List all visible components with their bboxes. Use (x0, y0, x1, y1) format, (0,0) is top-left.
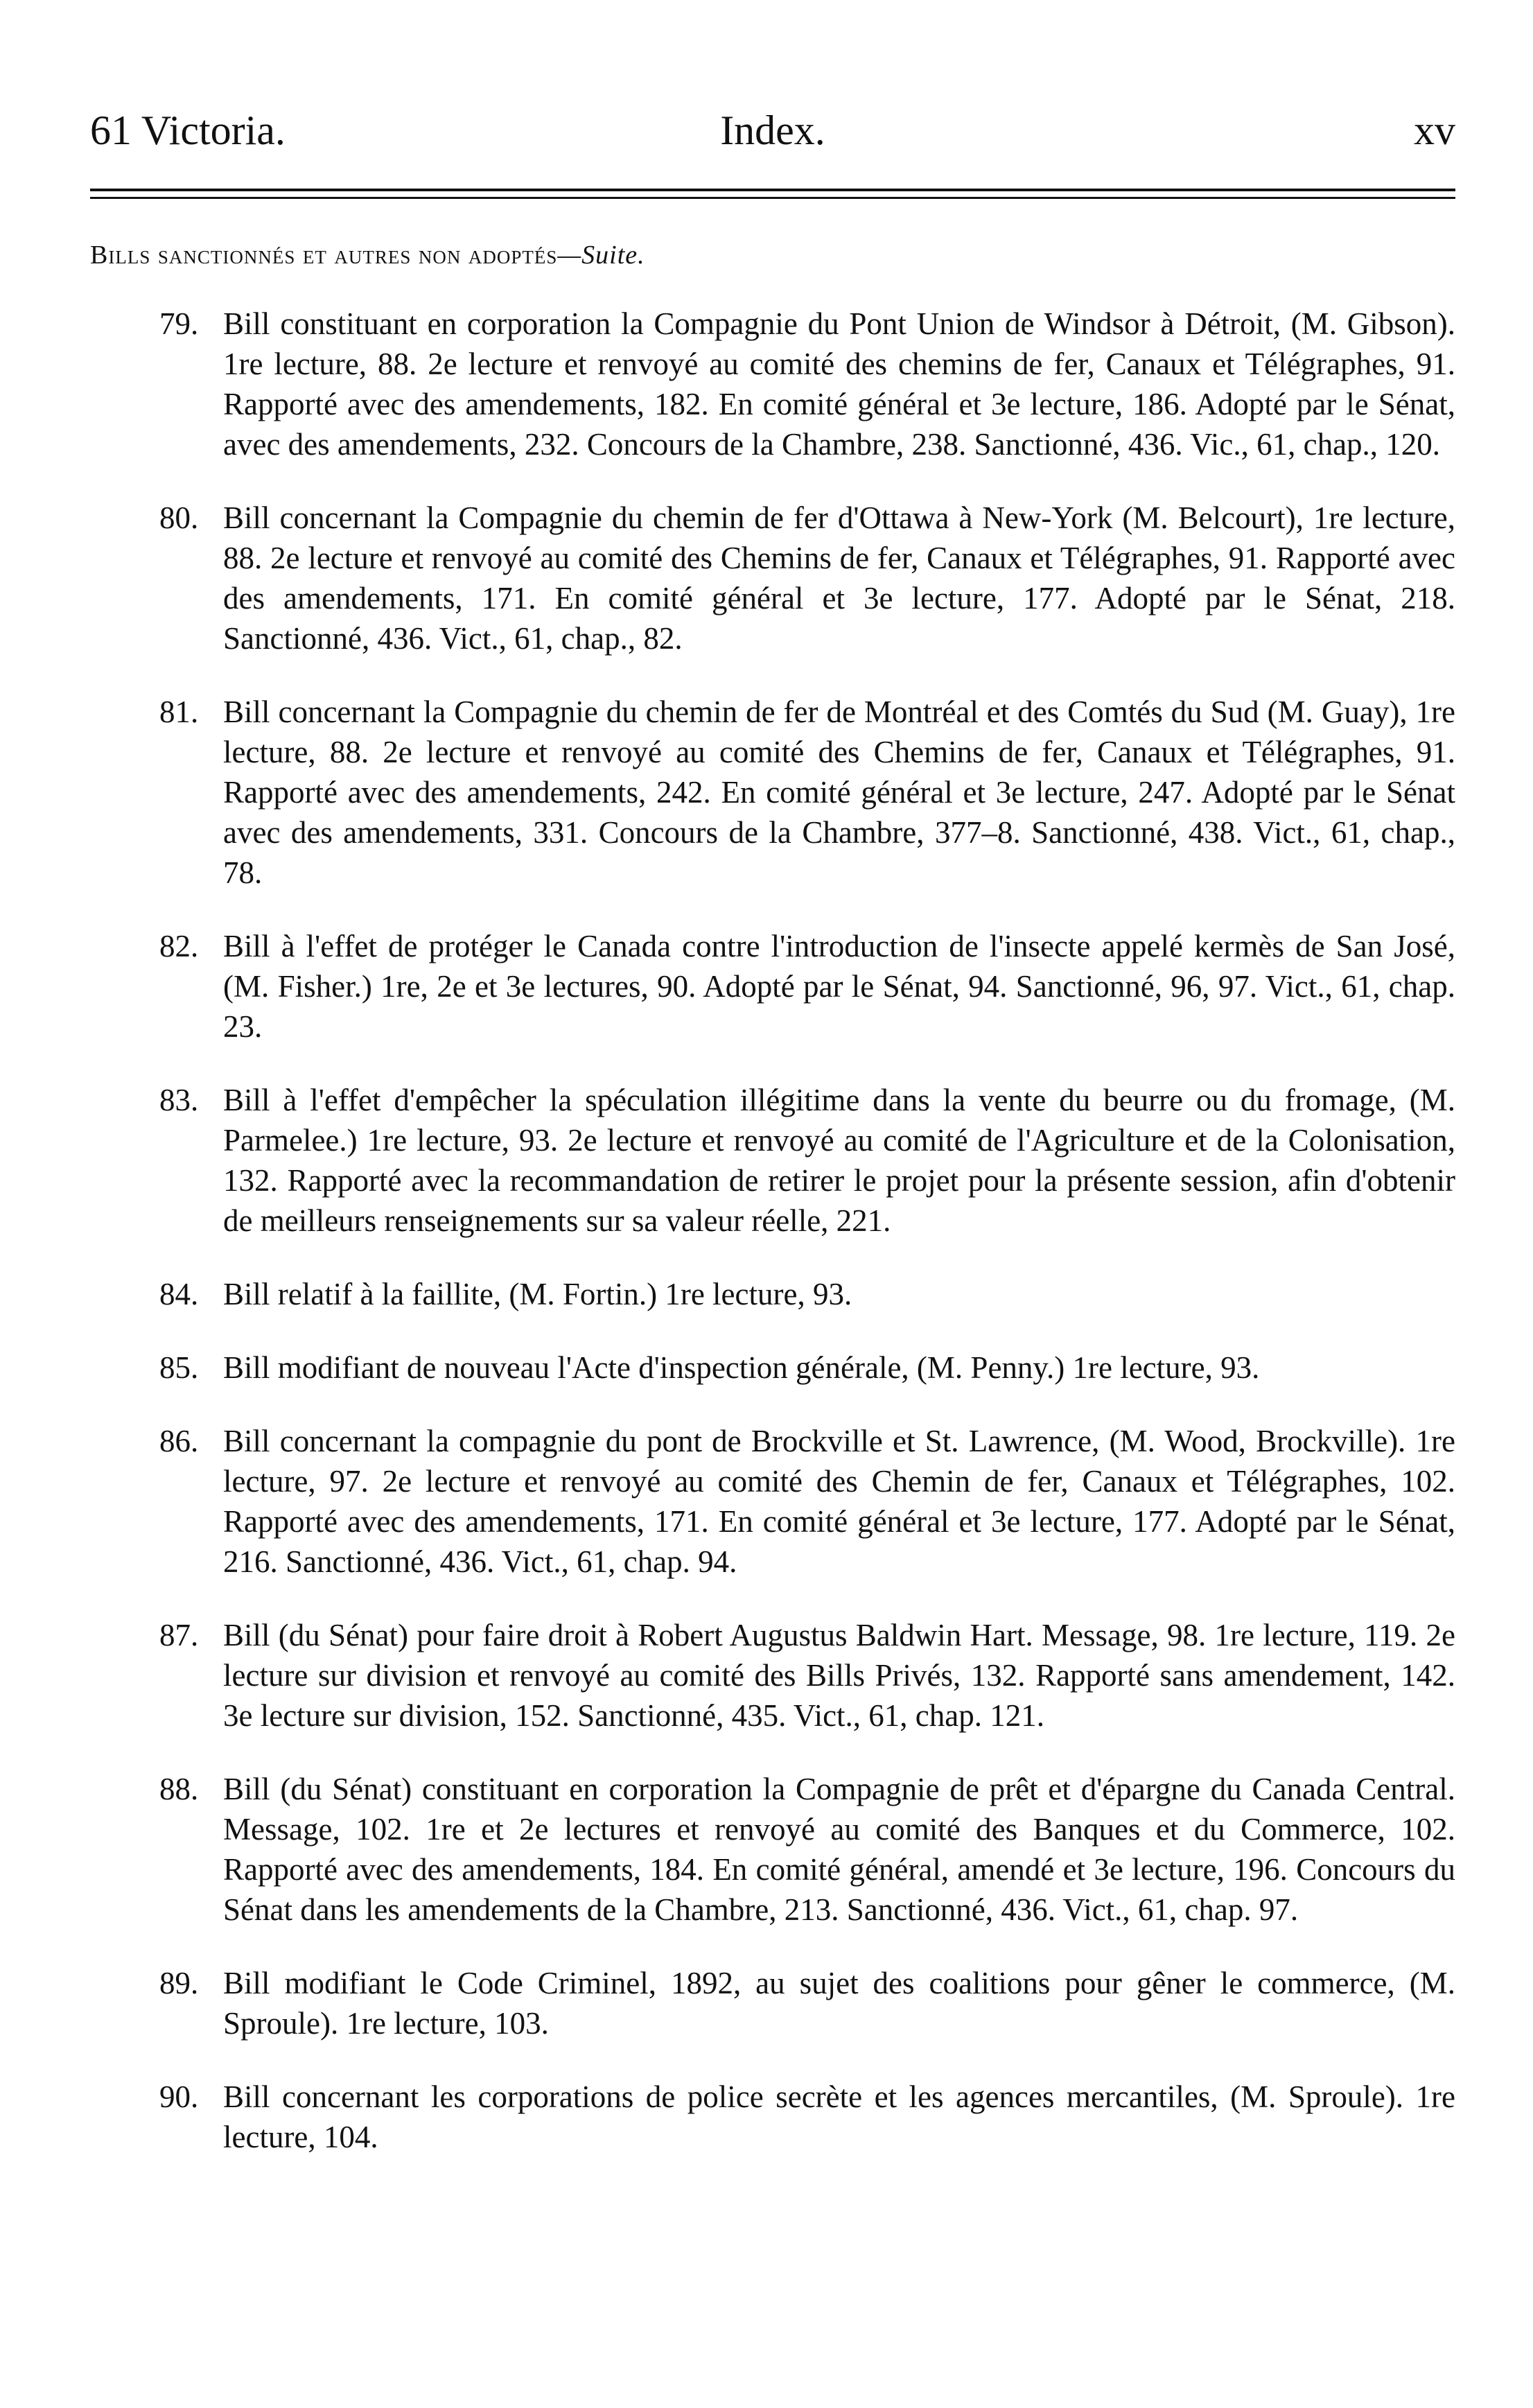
bill-entry (90, 1080, 1455, 1241)
header-rule-bottom (90, 197, 1455, 199)
bill-text: Bill concernant la Compagnie du chemin de fer d'Ottawa à New-York (M. Belcourt), 1re lecture, 88. 2e lecture et renvoyé au comité des Chemins de fer, Canaux et Télégraphes, 91. Rapporté avec des amendements, 171. En comité général et 3e lecture, 177. Adopté par le Sénat, 218. Sanctionné, 436. Vict., 61, chap., 82. (223, 500, 1455, 656)
bill-text: Bill modifiant le Code Criminel, 1892, au sujet des coalitions pour gêner le commerce, (M. Sproule). 1re lecture, 103. (223, 1966, 1455, 2041)
bill-text: Bill (du Sénat) pour faire droit à Robert Augustus Baldwin Hart. Message, 98. 1re lecture, 119. 2e lecture sur division et renvoyé au comité des Bills Privés, 132. Rapporté sans amendement, 142. 3e lecture sur division, 152. Sanctionné, 435. Vict., 61, chap. 121. (223, 1618, 1455, 1733)
bill-text: Bill relatif à la faillite, (M. Fortin.) 1re lecture, 93. (223, 1277, 852, 1311)
bill-entry (90, 1769, 1455, 1930)
section-title-text: Bills sanctionnés et autres non adoptés (90, 241, 558, 270)
header-rule-top (90, 189, 1455, 191)
bill-number: 86. (159, 1424, 199, 1458)
page-header (90, 103, 1455, 158)
bill-number: 80. (159, 500, 199, 535)
bill-text: Bill à l'effet de protéger le Canada contre l'introduction de l'insecte appelé kermès de San José, (M. Fisher.) 1re, 2e et 3e lectures, 90. Adopté par le Sénat, 94. Sanctionné, 96, 97. Vict., 61, chap. 23. (223, 929, 1455, 1044)
bill-number: 84. (159, 1277, 199, 1311)
bill-number: 83. (159, 1083, 199, 1117)
bill-number: 89. (159, 1966, 199, 2000)
bill-number: 88. (159, 1772, 199, 1806)
bill-entry (90, 1274, 1455, 1314)
bill-list (90, 304, 1455, 2157)
bill-entry (90, 692, 1455, 893)
bill-text: Bill à l'effet d'empêcher la spéculation illégitime dans la vente du beurre ou du fromage, (M. Parmelee.) 1re lecture, 93. 2e lecture et renvoyé au comité de l'Agriculture et de la Colonisation, 132. Rapporté avec la recommandation de retirer le projet pour la présente session, afin d'obtenir de meilleurs renseignements sur sa valeur réelle, 221. (223, 1083, 1455, 1238)
bill-text: Bill (du Sénat) constituant en corporation la Compagnie de prêt et d'épargne du Canada Central. Message, 102. 1re et 2e lectures et renvoyé au comité des Banques et du Commerce, 102. Rapporté avec des amendements, 184. En comité général, amendé et 3e lecture, 196. Concours du Sénat dans les amendements de la Chambre, 213. Sanctionné, 436. Vict., 61, chap. 97. (223, 1772, 1455, 1927)
bill-number: 82. (159, 929, 199, 963)
bill-entry (90, 1421, 1455, 1582)
bill-number: 85. (159, 1350, 199, 1385)
bill-text: Bill concernant la compagnie du pont de Brockville et St. Lawrence, (M. Wood, Brockville). 1re lecture, 97. 2e lecture et renvoyé au comité des Chemin de fer, Canaux et Télégraphes, 102. Rapporté avec des amendements, 171. En comité général et 3e lecture, 177. Adopté par le Sénat, 216. Sanctionné, 436. Vict., 61, chap. 94. (223, 1424, 1455, 1579)
bill-entry (90, 926, 1455, 1047)
page-title: Index. (720, 107, 825, 153)
bill-text: Bill concernant la Compagnie du chemin de fer de Montréal et des Comtés du Sud (M. Guay), 1re lecture, 88. 2e lecture et renvoyé au comité des Chemins de fer, Canaux et Télégraphes, 91. Rapporté avec des amendements, 242. En comité général et 3e lecture, 247. Adopté par le Sénat avec des amendements, 331. Concours de la Chambre, 377–8. Sanctionné, 438. Vict., 61, chap., 78. (223, 695, 1455, 890)
bill-entry (90, 2077, 1455, 2157)
section-title (90, 240, 645, 270)
page-number: xv (1414, 107, 1455, 153)
bill-entry (90, 1347, 1455, 1388)
section-title-suffix: —Suite. (557, 241, 645, 270)
bill-text: Bill constituant en corporation la Compagnie du Pont Union de Windsor à Détroit, (M. Gibson). 1re lecture, 88. 2e lecture et renvoyé au comité des chemins de fer, Canaux et Télégraphes, 91. Rapporté avec des amendements, 182. En comité général et 3e lecture, 186. Adopté par le Sénat, avec des amendements, 232. Concours de la Chambre, 238. Sanctionné, 436. Vic., 61, chap., 120. (223, 306, 1455, 462)
session-label: 61 Victoria. (90, 107, 286, 153)
bill-number: 90. (159, 2079, 199, 2114)
bill-entry (90, 1615, 1455, 1736)
bill-text: Bill concernant les corporations de police secrète et les agences mercantiles, (M. Sproule). 1re lecture, 104. (223, 2079, 1455, 2154)
bill-entry (90, 304, 1455, 464)
bill-entry (90, 1963, 1455, 2043)
bill-number: 87. (159, 1618, 199, 1652)
bill-entry (90, 498, 1455, 658)
bill-number: 79. (159, 306, 199, 341)
bill-number: 81. (159, 695, 199, 729)
bill-text: Bill modifiant de nouveau l'Acte d'inspection générale, (M. Penny.) 1re lecture, 93. (223, 1350, 1260, 1385)
